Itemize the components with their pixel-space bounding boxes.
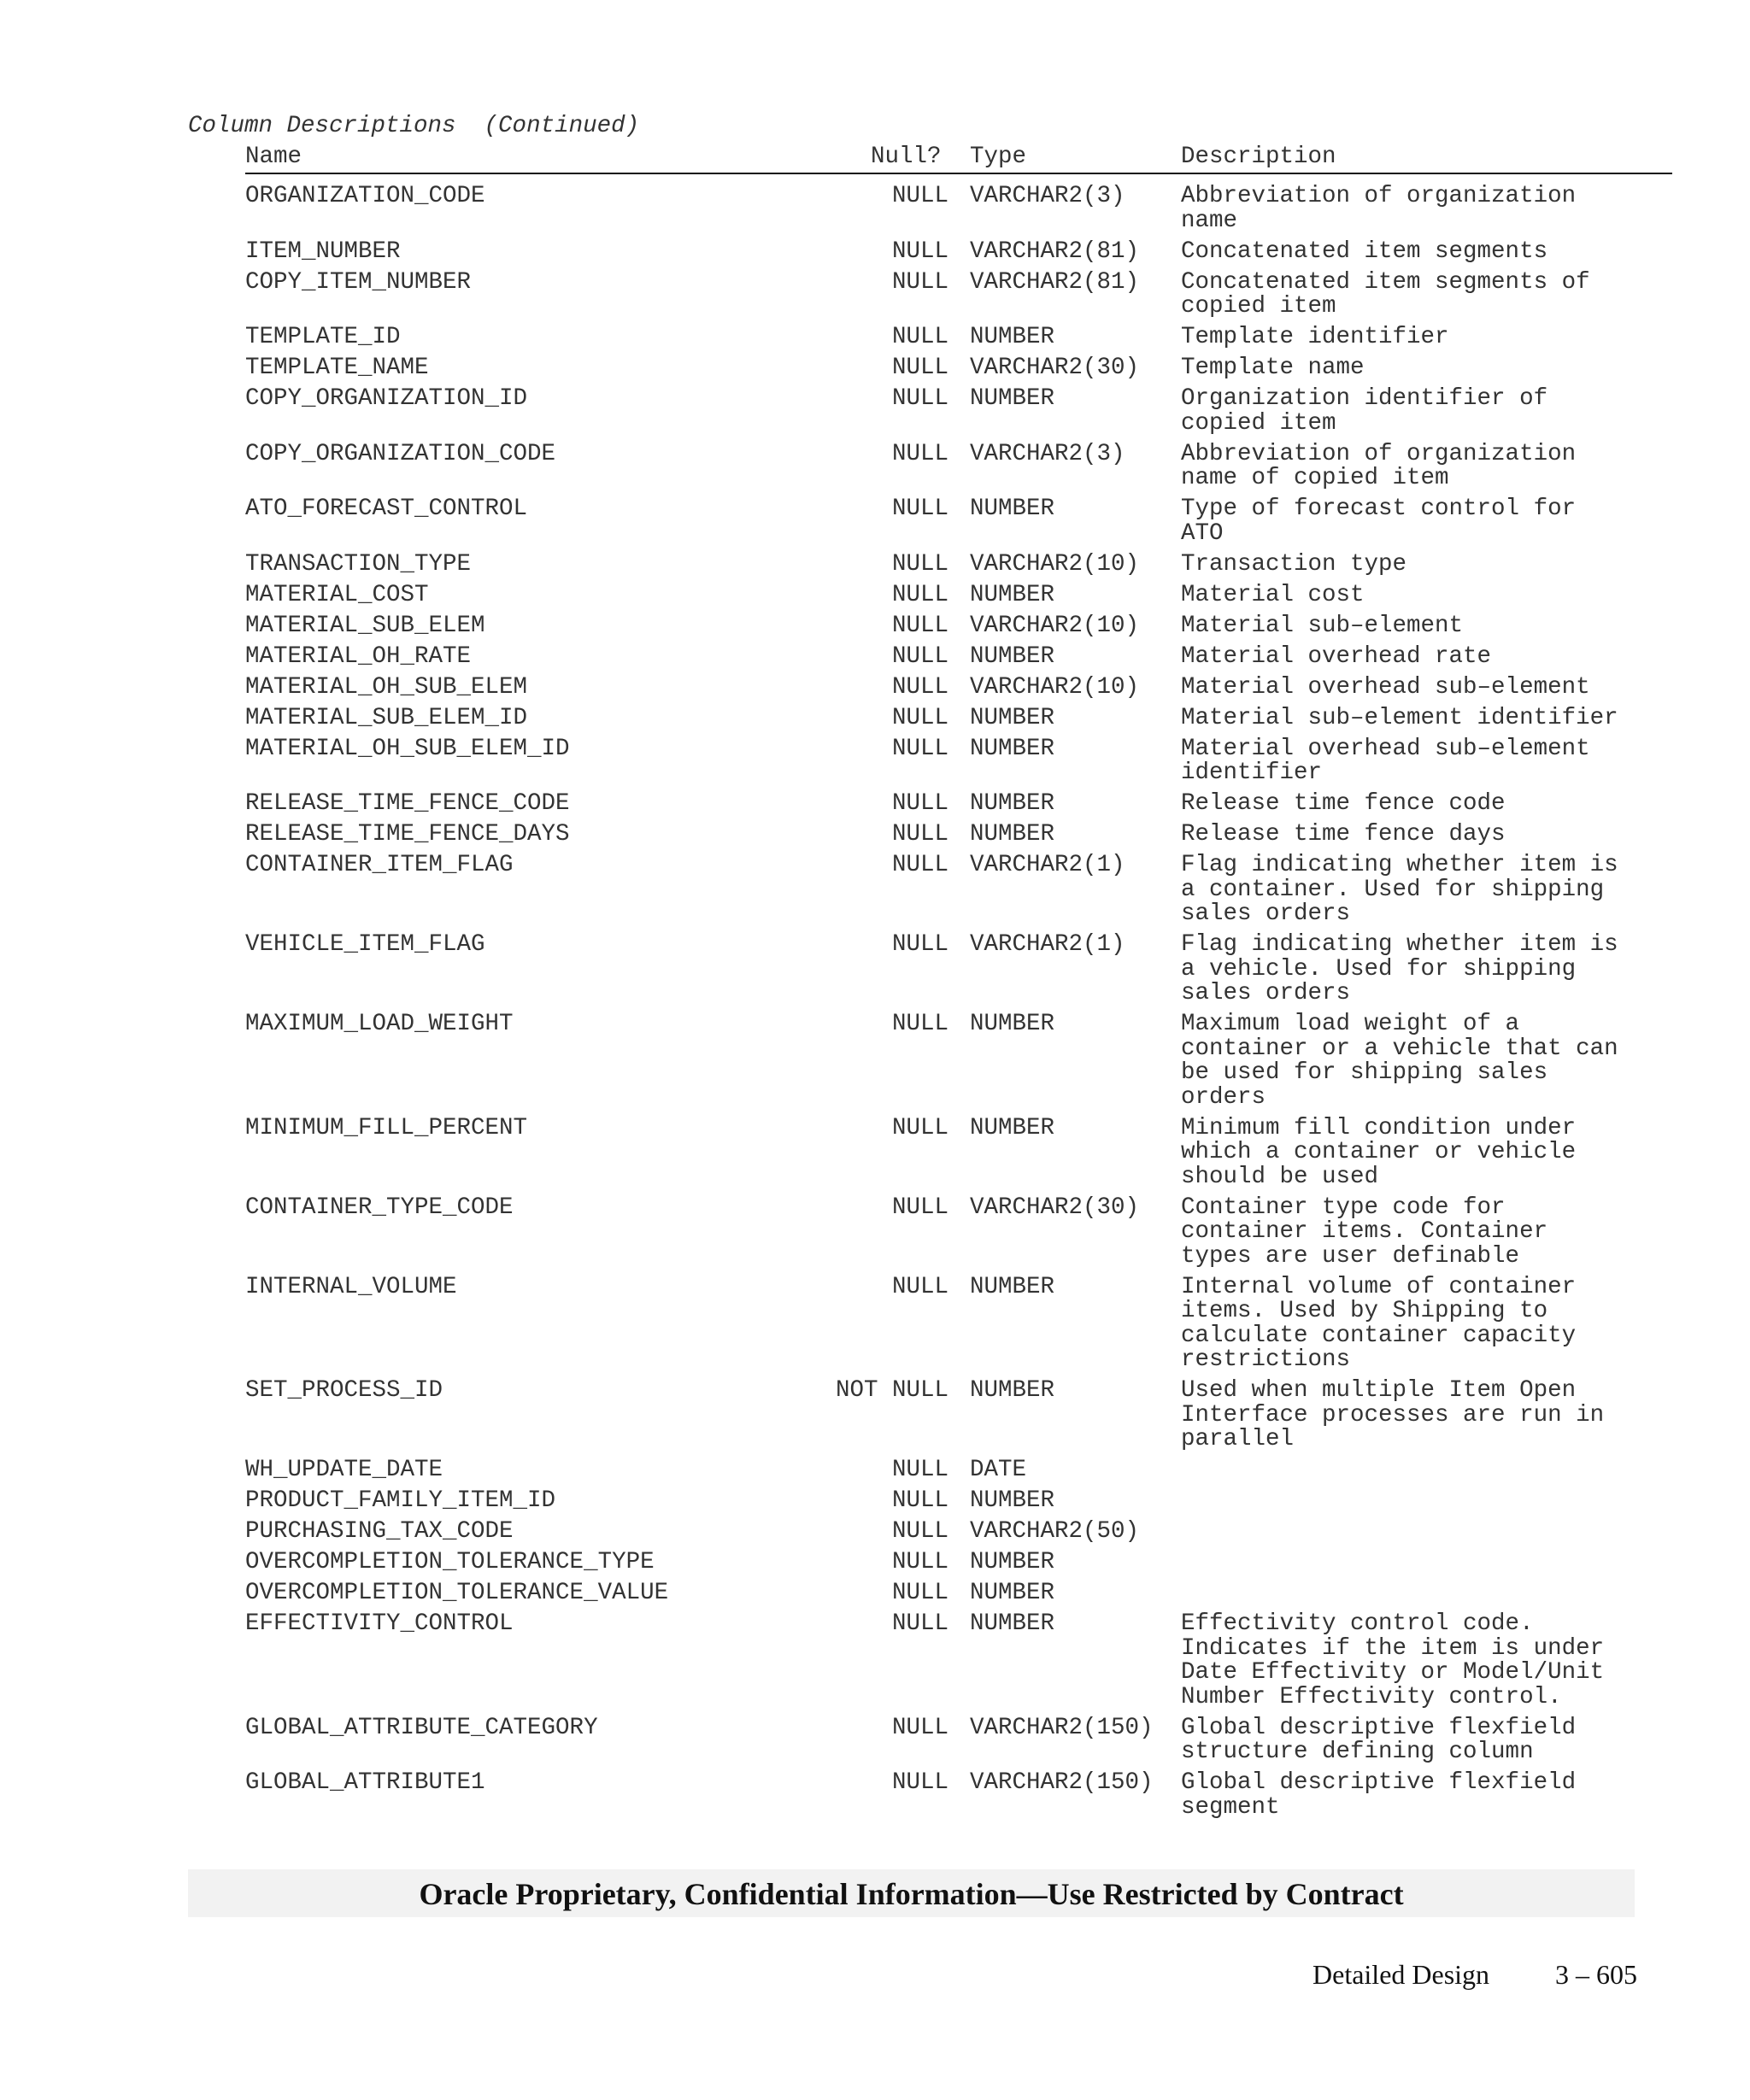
column-name: MATERIAL_COST — [245, 581, 429, 608]
table-row — [245, 268, 1698, 320]
column-type: NUMBER — [970, 704, 1055, 731]
column-type: VARCHAR2(10) — [970, 612, 1140, 639]
column-type: NUMBER — [970, 324, 1055, 350]
table-row — [245, 614, 1698, 639]
column-nullability: NULL — [891, 931, 948, 958]
column-description: Global descriptive flexfield segment — [1181, 1769, 1577, 1821]
column-description: Abbreviation of organization name — [1181, 183, 1577, 234]
column-type: VARCHAR2(81) — [970, 268, 1140, 296]
table-row — [245, 1196, 1698, 1270]
confidential-banner — [188, 1869, 1635, 1917]
table-header — [245, 145, 1672, 174]
column-nullability: NULL — [891, 673, 948, 701]
column-description: Material overhead sub–element — [1181, 673, 1590, 701]
column-nullability: NULL — [891, 704, 948, 731]
table-row — [245, 240, 1698, 265]
table-row — [245, 1612, 1698, 1710]
column-name: CONTAINER_TYPE_CODE — [245, 1194, 514, 1221]
table-row — [245, 737, 1698, 786]
column-description — [1181, 1581, 1698, 1606]
column-name: TEMPLATE_NAME — [245, 355, 429, 381]
column-name: PRODUCT_FAMILY_ITEM_ID — [245, 1487, 556, 1514]
column-nullability: NULL — [891, 550, 948, 578]
table-row — [245, 853, 1698, 927]
column-description: Flag indicating whether item is a vehicle. Used for shipping sales orders — [1181, 931, 1618, 1006]
column-nullability: NULL — [891, 1457, 948, 1483]
column-nullability: NULL — [891, 385, 948, 412]
table-row — [245, 823, 1698, 848]
column-name: MAXIMUM_LOAD_WEIGHT — [245, 1011, 514, 1037]
page-number: 3 – 605 — [1555, 1959, 1637, 1990]
column-description: Material sub–element identifier — [1181, 704, 1618, 731]
column-description: Material overhead rate — [1181, 642, 1492, 670]
column-type: VARCHAR2(3) — [970, 183, 1125, 209]
column-name: ATO_FORECAST_CONTROL — [245, 496, 528, 522]
column-type: VARCHAR2(10) — [970, 550, 1140, 578]
column-type: NUMBER — [970, 1580, 1055, 1606]
table-row — [245, 1114, 1698, 1190]
column-description: Global descriptive flexfield structure defining column — [1181, 1714, 1577, 1765]
column-name: OVERCOMPLETION_TOLERANCE_VALUE — [245, 1580, 669, 1606]
table-row — [245, 497, 1698, 546]
column-name: EFFECTIVITY_CONTROL — [245, 1610, 514, 1637]
column-nullability: NULL — [891, 1011, 948, 1037]
column-description — [1181, 1551, 1698, 1575]
table-row — [245, 550, 1698, 578]
header-description: Description — [1181, 144, 1336, 170]
section-title: Detailed Design — [1312, 1959, 1490, 1990]
confidential-notice: Oracle Proprietary, Confidential Information––Use Restricted by Contract — [419, 1877, 1404, 1911]
table-caption: Column Descriptions (Continued) — [188, 113, 640, 139]
table-row — [245, 704, 1698, 731]
column-type: DATE — [970, 1457, 1027, 1483]
table-row — [245, 642, 1698, 670]
table-row — [245, 792, 1698, 817]
column-description: Organization identifier of copied item — [1181, 385, 1548, 437]
column-name: ITEM_NUMBER — [245, 238, 401, 265]
column-nullability: NULL — [891, 1487, 948, 1514]
column-type: VARCHAR2(30) — [970, 355, 1140, 381]
column-description: Abbreviation of organization name of copied item — [1181, 440, 1577, 491]
table-row — [245, 1581, 1698, 1606]
column-name: MINIMUM_FILL_PERCENT — [245, 1114, 528, 1141]
column-name: CONTAINER_ITEM_FLAG — [245, 852, 514, 878]
column-nullability: NULL — [891, 1273, 948, 1300]
column-description — [1181, 1458, 1698, 1483]
column-nullability: NULL — [891, 268, 948, 296]
header-name: Name — [245, 144, 302, 170]
column-nullability: NULL — [891, 355, 948, 381]
column-description — [1181, 1489, 1698, 1514]
column-name: MATERIAL_SUB_ELEM_ID — [245, 704, 528, 731]
column-name: MATERIAL_OH_RATE — [245, 642, 472, 670]
column-description — [1181, 1520, 1698, 1545]
column-name: COPY_ORGANIZATION_CODE — [245, 440, 556, 467]
column-description: Concatenated item segments of copied item — [1181, 268, 1590, 320]
column-nullability: NULL — [891, 496, 948, 522]
column-name: WH_UPDATE_DATE — [245, 1457, 443, 1483]
table-row — [245, 1379, 1698, 1452]
column-nullability: NULL — [891, 1714, 948, 1741]
column-nullability: NULL — [891, 183, 948, 209]
table-row — [245, 1012, 1698, 1110]
column-description: Maximum load weight of a container or a vehicle that can be used for shipping sales orders — [1181, 1011, 1618, 1111]
table-row — [245, 1771, 1698, 1820]
column-name: COPY_ORGANIZATION_ID — [245, 385, 528, 412]
column-nullability: NULL — [891, 1580, 948, 1606]
column-type: VARCHAR2(150) — [970, 1714, 1154, 1741]
column-nullability: NULL — [891, 581, 948, 608]
column-description: Release time fence code — [1181, 790, 1506, 817]
column-name: GLOBAL_ATTRIBUTE1 — [245, 1769, 485, 1796]
column-type: VARCHAR2(1) — [970, 852, 1125, 878]
column-name: TEMPLATE_ID — [245, 324, 401, 350]
column-nullability: NULL — [891, 612, 948, 639]
table-row — [245, 1551, 1698, 1575]
column-type: NUMBER — [970, 1610, 1055, 1637]
column-nullability: NULL — [891, 1518, 948, 1545]
column-nullability: NULL — [891, 642, 948, 670]
column-type: NUMBER — [970, 821, 1055, 848]
column-description: Used when multiple Item Open Interface processes are run in parallel — [1181, 1377, 1605, 1452]
table-row — [245, 440, 1698, 491]
column-name: MATERIAL_SUB_ELEM — [245, 612, 485, 639]
table-row — [245, 673, 1698, 701]
column-nullability: NULL — [891, 852, 948, 878]
column-name: RELEASE_TIME_FENCE_CODE — [245, 790, 570, 817]
column-name: VEHICLE_ITEM_FLAG — [245, 931, 485, 958]
header-type: Type — [970, 144, 1027, 170]
column-nullability: NULL — [891, 440, 948, 467]
column-description: Material overhead sub–element identifier — [1181, 735, 1590, 786]
column-name: GLOBAL_ATTRIBUTE_CATEGORY — [245, 1714, 598, 1741]
column-nullability: NULL — [891, 324, 948, 350]
column-type: NUMBER — [970, 1487, 1055, 1514]
column-nullability: NULL — [891, 1769, 948, 1796]
column-nullability: NULL — [891, 821, 948, 848]
column-nullability: NULL — [891, 1114, 948, 1141]
table-row — [245, 1273, 1698, 1373]
column-type: NUMBER — [970, 790, 1055, 817]
column-type: NUMBER — [970, 1549, 1055, 1575]
column-description: Container type code for container items. Container types are user definable — [1181, 1194, 1548, 1270]
column-type: VARCHAR2(3) — [970, 440, 1125, 467]
column-type: NUMBER — [970, 1273, 1055, 1300]
table-row — [245, 1520, 1698, 1545]
column-name: RELEASE_TIME_FENCE_DAYS — [245, 821, 570, 848]
column-description: Concatenated item segments — [1181, 238, 1548, 265]
table-row — [245, 356, 1698, 381]
column-type: VARCHAR2(150) — [970, 1769, 1154, 1796]
table-row — [245, 387, 1698, 436]
table-row — [245, 1716, 1698, 1765]
column-type: NUMBER — [970, 1011, 1055, 1037]
column-description: Template name — [1181, 355, 1365, 381]
column-description: Minimum fill condition under which a container or vehicle should be used — [1181, 1114, 1577, 1190]
table-row — [245, 933, 1698, 1006]
column-name: PURCHASING_TAX_CODE — [245, 1518, 514, 1545]
column-type: VARCHAR2(1) — [970, 931, 1125, 958]
column-name: ORGANIZATION_CODE — [245, 183, 485, 209]
column-name: MATERIAL_OH_SUB_ELEM — [245, 673, 528, 701]
column-type: NUMBER — [970, 735, 1055, 762]
column-description: Release time fence days — [1181, 821, 1506, 848]
column-description: Material sub–element — [1181, 612, 1464, 639]
table-row — [245, 581, 1698, 608]
column-nullability: NULL — [891, 1610, 948, 1637]
column-type: NUMBER — [970, 1377, 1055, 1404]
column-type: VARCHAR2(81) — [970, 238, 1140, 265]
column-type: NUMBER — [970, 385, 1055, 412]
column-table-body — [245, 185, 1698, 1827]
column-nullability: NOT NULL — [835, 1377, 948, 1404]
column-description: Internal volume of container items. Used by Shipping to calculate container capacity restrictions — [1181, 1273, 1577, 1373]
table-row — [245, 1489, 1698, 1514]
column-nullability: NULL — [891, 1194, 948, 1221]
column-type: VARCHAR2(10) — [970, 673, 1140, 701]
column-name: SET_PROCESS_ID — [245, 1377, 443, 1404]
column-type: VARCHAR2(50) — [970, 1518, 1140, 1545]
table-row — [245, 326, 1698, 350]
column-nullability: NULL — [891, 238, 948, 265]
column-type: NUMBER — [970, 642, 1055, 670]
column-name: MATERIAL_OH_SUB_ELEM_ID — [245, 735, 570, 762]
column-name: INTERNAL_VOLUME — [245, 1273, 457, 1300]
table-row — [245, 1458, 1698, 1483]
column-description: Type of forecast control for ATO — [1181, 496, 1577, 547]
column-description: Flag indicating whether item is a container. Used for shipping sales orders — [1181, 852, 1618, 927]
column-name: COPY_ITEM_NUMBER — [245, 268, 472, 296]
header-null: Null? — [871, 144, 942, 170]
column-description: Effectivity control code. Indicates if the item is under Date Effectivity or Model/Unit Number Effectivity control. — [1181, 1610, 1605, 1710]
column-name: TRANSACTION_TYPE — [245, 550, 472, 578]
column-type: VARCHAR2(30) — [970, 1194, 1140, 1221]
column-type: NUMBER — [970, 581, 1055, 608]
column-type: NUMBER — [970, 496, 1055, 522]
column-description: Template identifier — [1181, 324, 1449, 350]
column-nullability: NULL — [891, 1549, 948, 1575]
column-nullability: NULL — [891, 790, 948, 817]
column-type: NUMBER — [970, 1114, 1055, 1141]
column-description: Material cost — [1181, 581, 1365, 608]
column-description: Transaction type — [1181, 550, 1407, 578]
table-row — [245, 185, 1698, 233]
column-name: OVERCOMPLETION_TOLERANCE_TYPE — [245, 1549, 655, 1575]
column-nullability: NULL — [891, 735, 948, 762]
